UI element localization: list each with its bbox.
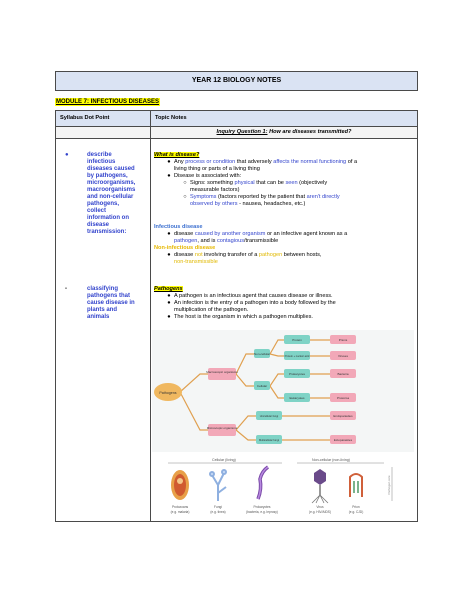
disease-bullet-1: ● Any process or condition that adversely affects the normal functioning of a [167, 159, 358, 165]
prion-label: Prion [352, 505, 360, 509]
syllabus-line: pathogens that [87, 293, 130, 299]
syllabus-line: cause disease in [87, 300, 135, 306]
inquiry-question: How are diseases transmitted? [267, 129, 352, 135]
module-heading: MODULE 7: INFECTIOUS DISEASES [56, 99, 160, 105]
syllabus-line: information on [87, 215, 129, 221]
viruses-label: Viruses [338, 354, 348, 358]
prokaryotes-label: Prokaryotes [288, 372, 306, 376]
inquiry-row [56, 127, 418, 139]
syllabus-bullet-1: ● [65, 152, 69, 158]
inquiry-label: Inquiry Question 1: [216, 129, 268, 135]
syllabus-line: microorganisms, [87, 180, 136, 186]
pathogen-bullet-2: ● An infection is the entry of a pathogen into a body followed by the [167, 300, 336, 306]
protozoan-illustration [171, 470, 189, 500]
syllabus-line: diseases caused [87, 166, 135, 172]
prokaryote-label: Prokaryotes [253, 505, 271, 509]
noncellular-label: Non-cellular (non-living) [312, 458, 350, 462]
syllabus-line: plants and [87, 307, 118, 313]
pathogen-classification-diagram [152, 330, 414, 452]
protein-nucleic-label: Protein + nucleic acid [284, 355, 310, 358]
multicell-fungi-label: Multicellular fungi [258, 439, 280, 442]
endoparasites-label-1: Endoparasites [333, 414, 353, 418]
signs-item: ○ Signs: something physical that can be seen (objectively [183, 180, 328, 186]
pathogens-heading: Pathogens [154, 286, 183, 292]
infectious-bullet-cont: pathogen, and is contagious/transmissible [174, 238, 279, 244]
prion-illustration [350, 474, 362, 497]
noncell-label: Non-cellular [253, 352, 271, 356]
syllabus-line: collect [87, 208, 107, 214]
virus-label: Virus [316, 505, 324, 509]
cellular-living-label: Cellular (living) [212, 458, 236, 462]
col2-header: Topic Notes [151, 111, 418, 127]
syllabus-point-classifying [87, 286, 135, 321]
macro-label: Macroscopic organisms [206, 370, 238, 374]
inquiry-empty-cell [56, 127, 151, 139]
syllabus-bullet-2: - [65, 286, 67, 292]
syllabus-line: disease [87, 222, 110, 228]
non-infectious-bullet: ● disease not involving transfer of a pathogen between hosts, [167, 252, 322, 258]
fungi-illustration [210, 470, 226, 501]
syllabus-line: animals [87, 314, 110, 320]
prokaryote-example: (bacteria, e.g. leprosy) [246, 510, 278, 514]
cellular-label: Cellular [256, 384, 268, 388]
symptoms-item-cont: observed by others - nausea, headaches, etc.) [190, 201, 306, 207]
eukaryotes-label: Eukaryotes [289, 396, 305, 400]
diagram-background [152, 330, 414, 452]
signs-item-cont: measurable factors) [190, 187, 240, 193]
non-infectious-heading: Non-infectious disease [154, 245, 216, 251]
virus-example: (e.g. HIV/AIDS) [309, 510, 331, 514]
protein-label: Protein [292, 338, 302, 342]
virus-illustration [312, 469, 328, 503]
prion-example: (e.g. CJD) [348, 510, 364, 514]
document-title: YEAR 12 BIOLOGY NOTES [55, 71, 418, 91]
syllabus-line: macroorganisms [87, 187, 136, 193]
syllabus-line: by pathogens, [87, 173, 128, 179]
table-header-row [56, 111, 418, 127]
fungi-label: Fungi [214, 505, 222, 509]
syllabus-line: describe [87, 152, 112, 158]
disease-bullet-2: ● Disease is associated with: [167, 173, 242, 179]
syllabus-column [55, 148, 149, 518]
infectious-bullet: ● disease caused by another organism or an infective agent known as a [167, 231, 348, 237]
syllabus-line: and non-cellular [87, 194, 134, 200]
inquiry-cell [151, 127, 418, 139]
pathogen-illustrations [152, 455, 414, 517]
protozoa-label: Protozoa [336, 396, 350, 400]
protozoan-example: (e.g. malaria) [170, 510, 190, 514]
pathogen-bullet-2-cont: multiplication of the pathogen. [174, 307, 249, 313]
syllabus-point-describe [87, 152, 135, 236]
root-label: Pathogens [159, 391, 177, 395]
ectoparasites-label: Ectoparasites [333, 438, 353, 442]
pathogen-size-label: Pathogen size [387, 475, 391, 495]
syllabus-line: classifying [87, 286, 119, 292]
protozoan-label: Protozoans [171, 505, 189, 509]
non-infectious-bullet-cont: non-transmissible [174, 259, 218, 265]
pathogen-bullet-3: ● The host is the organism in which a pathogen multiplies. [167, 314, 313, 320]
micro-label: Microscopic organisms [206, 426, 238, 430]
symptoms-item: ○ Symptoms (factors reported by the patient that aren't directly [183, 194, 340, 200]
syllabus-line: transmission: [87, 229, 127, 235]
bacteria-label: Bacteria [337, 372, 349, 376]
disease-bullet-1-cont: living thing or parts of a living thing [174, 166, 260, 172]
disease-heading: What is disease? [154, 152, 200, 158]
fungi-example: (e.g. tinea) [210, 510, 226, 514]
col1-header: Syllabus Dot Point [56, 111, 151, 127]
prokaryote-illustration [258, 467, 268, 499]
infectious-heading: Infectious disease [154, 224, 203, 230]
pathogen-bullet-1: ● A pathogen is an infectious agent that causes disease or illness. [167, 293, 333, 299]
unicell-fungi-label: Unicellular fungi [259, 415, 279, 418]
syllabus-line: pathogens, [87, 201, 120, 207]
prions-label: Prions [338, 338, 348, 342]
syllabus-line: infectious [87, 159, 116, 165]
